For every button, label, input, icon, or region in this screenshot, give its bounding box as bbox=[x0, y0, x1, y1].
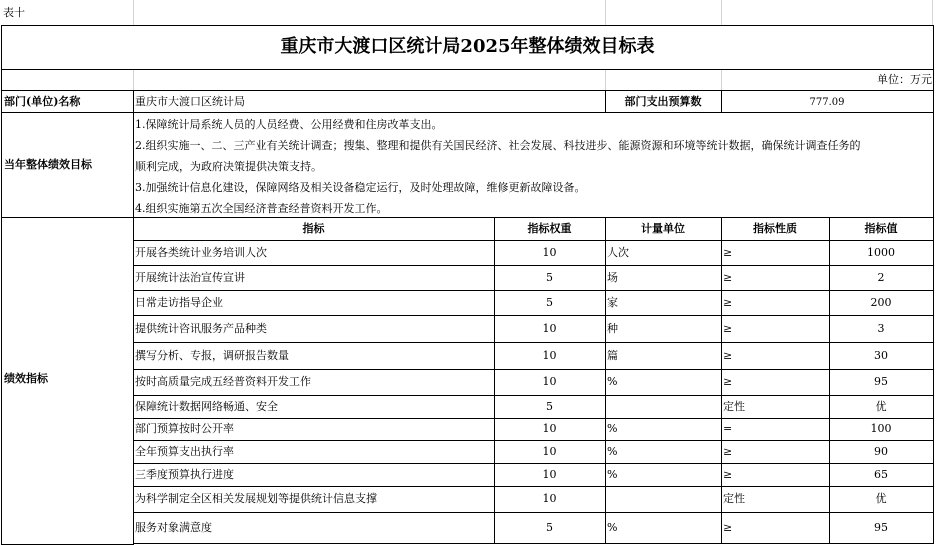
indicator-weight: 10 bbox=[494, 463, 606, 487]
header-indicator: 指标 bbox=[133, 217, 495, 241]
goal-line: 1.保障统计局系统人员的人员经费、公用经费和住房改革支出。 bbox=[135, 118, 443, 131]
indicator-nature: ≥ bbox=[721, 315, 830, 343]
indicator-weight: 5 bbox=[494, 265, 606, 291]
indicator-value: 65 bbox=[829, 463, 934, 487]
indicator-unit: 场 bbox=[605, 265, 722, 291]
indicator-name: 日常走访指导企业 bbox=[133, 290, 495, 316]
indicator-value: 30 bbox=[829, 342, 934, 370]
header-unit: 计量单位 bbox=[605, 217, 722, 241]
indicator-weight: 10 bbox=[494, 369, 606, 396]
header-weight: 指标权重 bbox=[494, 217, 606, 241]
indicator-value: 90 bbox=[829, 440, 934, 464]
indicator-unit: % bbox=[605, 440, 722, 464]
indicator-name: 开展各类统计业务培训人次 bbox=[133, 240, 495, 266]
indicator-nature: ≥ bbox=[721, 463, 830, 487]
indicator-weight: 10 bbox=[494, 486, 606, 513]
indicator-unit: % bbox=[605, 418, 722, 441]
indicator-weight: 5 bbox=[494, 512, 606, 544]
dept-name-value: 重庆市大渡口区统计局 bbox=[133, 90, 606, 113]
indicator-unit: 家 bbox=[605, 290, 722, 316]
indicator-name: 开展统计法治宣传宣讲 bbox=[133, 265, 495, 291]
indicator-nature: ≥ bbox=[721, 240, 830, 266]
goal-label-text: 当年整体绩效目标 bbox=[4, 158, 92, 171]
indicator-unit bbox=[605, 486, 722, 513]
goal-content bbox=[133, 112, 934, 218]
page-title: 重庆市大渡口区统计局2025年整体绩效目标表 bbox=[280, 36, 655, 57]
indicator-unit: % bbox=[605, 369, 722, 396]
indicator-nature: = bbox=[721, 418, 830, 441]
indicator-unit: 种 bbox=[605, 315, 722, 343]
indicator-value: 95 bbox=[829, 369, 934, 396]
indicator-unit: 篇 bbox=[605, 342, 722, 370]
indicator-value: 1000 bbox=[829, 240, 934, 266]
indicator-value: 优 bbox=[829, 395, 934, 419]
indicator-name: 提供统计咨讯服务产品种类 bbox=[133, 315, 495, 343]
indicator-nature: 定性 bbox=[721, 486, 830, 513]
indicator-nature: ≥ bbox=[721, 512, 830, 544]
goal-line: 顺利完成，为政府决策提供决策支持。 bbox=[135, 160, 322, 173]
indicator-nature: ≥ bbox=[721, 369, 830, 396]
indicator-weight: 10 bbox=[494, 440, 606, 464]
indicator-weight: 5 bbox=[494, 290, 606, 316]
indicator-value: 优 bbox=[829, 486, 934, 513]
indicator-name: 保障统计数据网络畅通、安全 bbox=[133, 395, 495, 419]
indicators-section-text: 绩效指标 bbox=[4, 372, 48, 385]
table-tag: 表十 bbox=[3, 6, 25, 19]
indicator-weight: 10 bbox=[494, 240, 606, 266]
indicator-value: 95 bbox=[829, 512, 934, 544]
header-value: 指标值 bbox=[829, 217, 934, 241]
indicator-value: 2 bbox=[829, 265, 934, 291]
indicator-name: 服务对象满意度 bbox=[133, 512, 495, 544]
indicator-nature: ≥ bbox=[721, 342, 830, 370]
dept-budget-label: 部门支出预算数 bbox=[605, 90, 722, 113]
indicator-name: 全年预算支出执行率 bbox=[133, 440, 495, 464]
indicator-unit bbox=[605, 395, 722, 419]
goal-label bbox=[1, 112, 134, 218]
goal-line: 2.组织实施一、二、三产业有关统计调查；搜集、整理和提供有关国民经济、社会发展、科技进步、能源资源和环境等统计数据，确保统计调查任务的 bbox=[135, 139, 861, 152]
indicator-nature: ≥ bbox=[721, 265, 830, 291]
indicator-name: 撰写分析、专报，调研报告数量 bbox=[133, 342, 495, 370]
indicator-name: 为科学制定全区相关发展规划等提供统计信息支撑 bbox=[133, 486, 495, 513]
indicator-unit: 人次 bbox=[605, 240, 722, 266]
indicator-nature: ≥ bbox=[721, 290, 830, 316]
indicators-section-label bbox=[1, 217, 134, 545]
indicator-weight: 5 bbox=[494, 395, 606, 419]
indicator-value: 3 bbox=[829, 315, 934, 343]
indicator-nature: ≥ bbox=[721, 440, 830, 464]
indicator-weight: 10 bbox=[494, 342, 606, 370]
goal-line: 3.加强统计信息化建设，保障网络及相关设备稳定运行，及时处理故障，维修更新故障设备。 bbox=[135, 181, 586, 194]
indicator-value: 100 bbox=[829, 418, 934, 441]
indicator-weight: 10 bbox=[494, 418, 606, 441]
goal-line: 4.组织实施第五次全国经济普查经普资料开发工作。 bbox=[135, 202, 388, 215]
indicator-unit: % bbox=[605, 463, 722, 487]
indicator-value: 200 bbox=[829, 290, 934, 316]
dept-name-label: 部门(单位)名称 bbox=[1, 90, 134, 113]
indicator-name: 按时高质量完成五经普资料开发工作 bbox=[133, 369, 495, 396]
indicator-name: 部门预算按时公开率 bbox=[133, 418, 495, 441]
indicator-nature: 定性 bbox=[721, 395, 830, 419]
indicator-name: 三季度预算执行进度 bbox=[133, 463, 495, 487]
unit-label: 单位：万元 bbox=[877, 73, 932, 86]
indicator-unit: % bbox=[605, 512, 722, 544]
indicator-weight: 10 bbox=[494, 315, 606, 343]
header-nature: 指标性质 bbox=[721, 217, 830, 241]
dept-budget-value: 777.09 bbox=[721, 90, 934, 113]
